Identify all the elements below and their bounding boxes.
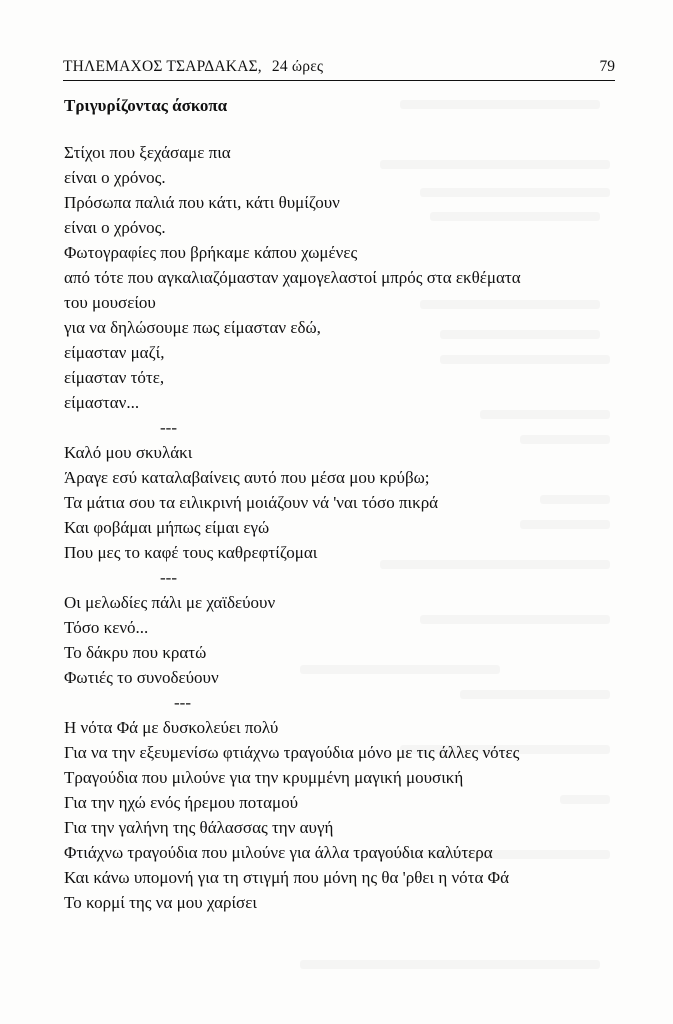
poem-line: Φτιάχνω τραγούδια που μιλούνε για άλλα τραγούδια καλύτερα <box>64 843 493 862</box>
poem-line: Τόσο κενό... <box>64 618 149 637</box>
header-author-book <box>63 58 323 76</box>
poem-line: Για την ηχώ ενός ήρεμου ποταμού <box>64 793 299 812</box>
stanza-separator: --- <box>160 418 177 437</box>
poem-line: από τότε που αγκαλιαζόμασταν χαμογελαστοί μπρός στα εκθέματα <box>64 268 521 287</box>
poem-line: Φωτιές το συνοδεύουν <box>64 668 219 687</box>
header-book-title: 24 ώρες <box>271 58 324 75</box>
poem-line: Στίχοι που ξεχάσαμε πια <box>64 143 231 162</box>
poem-line: είμασταν μαζί, <box>64 343 165 362</box>
poem-line: Το κορμί της να μου χαρίσει <box>64 893 257 912</box>
poem-line: Καλό μου σκυλάκι <box>64 443 193 462</box>
poem-line: Που μες το καφέ τους καθρεφτίζομαι <box>64 543 318 562</box>
poem-line: Και κάνω υπομονή για τη στιγμή που μόνη ης θα 'ρθει η νότα Φά <box>64 868 509 887</box>
poem-line: Πρόσωπα παλιά που κάτι, κάτι θυμίζουν <box>64 193 340 212</box>
stanza-separator: --- <box>174 693 191 712</box>
poem-line: για να δηλώσουμε πως είμασταν εδώ, <box>64 318 321 337</box>
poem-line: Τραγούδια που μιλούνε για την κρυμμένη μαγική μουσική <box>64 768 464 787</box>
poem-line: είναι ο χρόνος. <box>64 168 166 187</box>
poem-line: είναι ο χρόνος. <box>64 218 166 237</box>
poem-line: είμασταν... <box>64 393 140 412</box>
poem-line: Οι μελωδίες πάλι με χαϊδεύουν <box>64 593 276 612</box>
page-number: 79 <box>599 58 615 75</box>
poem-line: Το δάκρυ που κρατώ <box>64 643 207 662</box>
poem-line: Φωτογραφίες που βρήκαμε κάπου χωμένες <box>64 243 358 262</box>
header-author: ΤΗΛΕΜΑΧΟΣ ΤΣΑΡΔΑΚΑΣ, <box>63 58 262 75</box>
poem-line: του μουσείου <box>64 293 156 312</box>
running-header <box>63 56 615 81</box>
poem-line: Και φοβάμαι μήπως είμαι εγώ <box>64 518 270 537</box>
poem-line: Για να την εξευμενίσω φτιάχνω τραγούδια μόνο με τις άλλες νότες <box>64 743 520 762</box>
poem-line: Η νότα Φά με δυσκολεύει πολύ <box>64 718 279 737</box>
poem-line: Για την γαλήνη της θάλασσας την αυγή <box>64 818 334 837</box>
poem-title: Τριγυρίζοντας άσκοπα <box>64 96 228 115</box>
poem-body <box>64 140 624 915</box>
poem-line: είμασταν τότε, <box>64 368 165 387</box>
poem-line: Άραγε εσύ καταλαβαίνεις αυτό που μέσα μου κρύβω; <box>64 468 430 487</box>
poem-line: Τα μάτια σου τα ειλικρινή μοιάζουν νά 'ναι τόσο πικρά <box>64 493 439 512</box>
stanza-separator: --- <box>160 568 177 587</box>
